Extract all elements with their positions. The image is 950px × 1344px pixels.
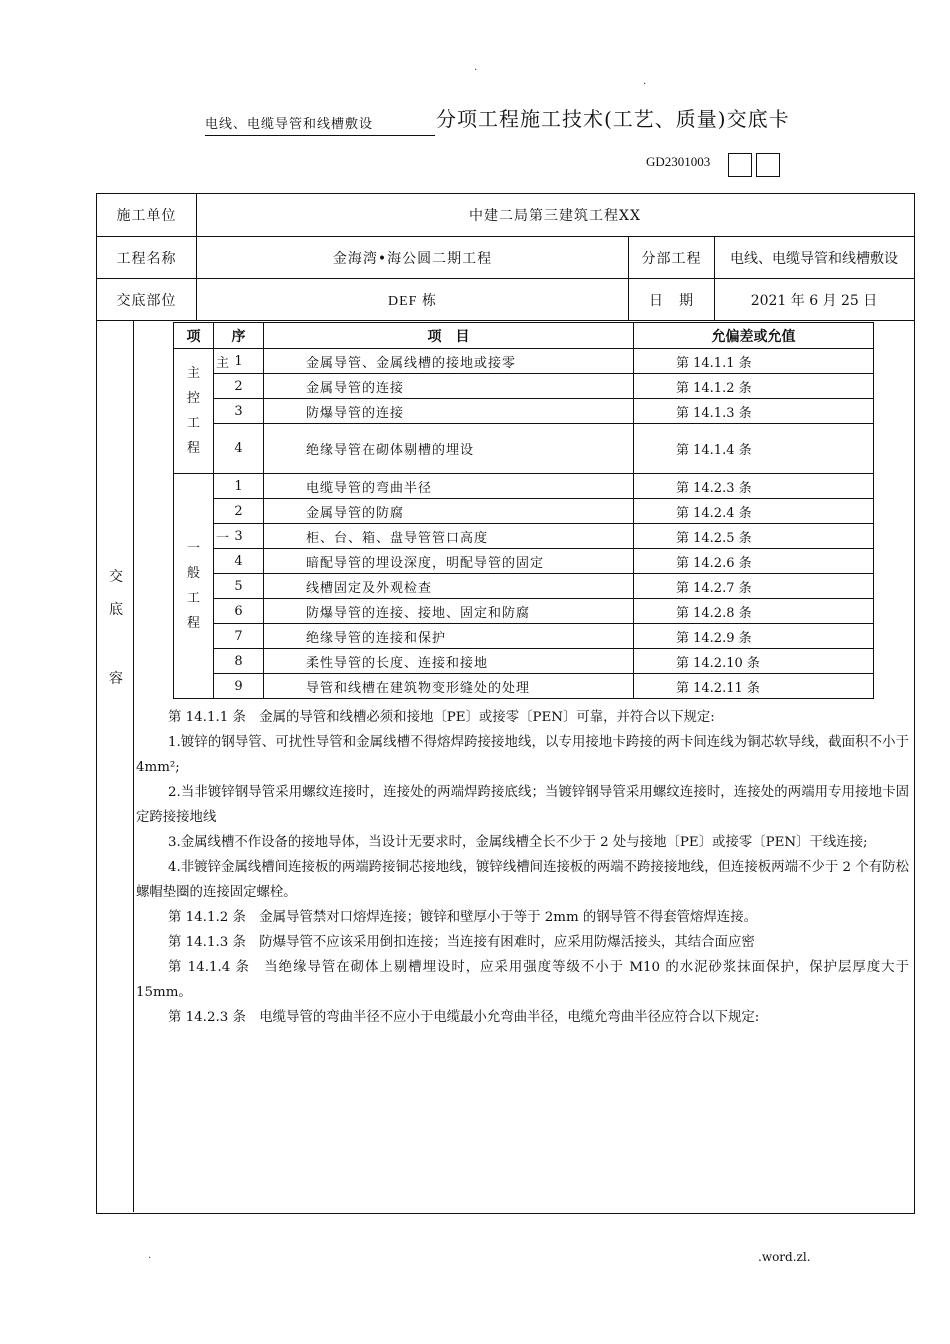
table-row <box>174 524 874 549</box>
row-no: 5 <box>214 574 264 599</box>
row-item: 暗配导管的埋设深度，明配导管的固定 <box>264 549 634 574</box>
row-no: 1 <box>214 474 264 499</box>
main-group-char: 控 <box>186 391 200 406</box>
main-group-char: 工 <box>186 416 200 431</box>
row-no: 4 <box>214 549 264 574</box>
row-item: 金属导管的连接 <box>264 374 634 399</box>
general-group-char: 程 <box>186 616 200 631</box>
row-item: 柜、台、箱、盘导管管口高度 <box>264 524 634 549</box>
footer-dot: . <box>148 1250 152 1261</box>
main-group-cell <box>174 349 214 474</box>
row-no: 9 <box>214 674 264 699</box>
row-item: 导管和线槽在建筑物变形缝处的处理 <box>264 674 634 699</box>
document-title: 分项工程施工技术(工艺、质量)交底卡 <box>436 107 790 131</box>
row-item: 柔性导管的长度、连接和接地 <box>264 649 634 674</box>
table-row <box>174 399 874 424</box>
main-group-char: 程 <box>186 441 200 456</box>
row-no <box>214 349 264 374</box>
project-value: 金海湾•海公圆二期工程 <box>332 250 493 267</box>
row-value: 第 14.2.11 条 <box>634 674 874 699</box>
row-value: 第 14.1.4 条 <box>634 424 874 474</box>
row-item: 线槽固定及外观检查 <box>264 574 634 599</box>
general-group-cell <box>174 474 214 699</box>
row-prefix: 主 <box>216 356 230 371</box>
items-table <box>173 322 874 699</box>
sub-project-label: 分部工程 <box>641 250 702 267</box>
top-dot-right: . <box>643 76 647 87</box>
main-group-char: 主 <box>186 366 200 381</box>
row-value: 第 14.1.3 条 <box>634 399 874 424</box>
paragraph: 第 14.1.1 条 金属的导管和线槽必须和接地〔PE〕或接零〔PEN〕可靠，并符合以下规定: <box>168 710 715 725</box>
part-label: 交底部位 <box>116 292 177 309</box>
table-row <box>174 474 874 499</box>
code-box-2 <box>756 153 780 177</box>
date-value: 2021 年 6 月 25 日 <box>750 292 878 309</box>
row-divider <box>96 320 914 321</box>
header-no: 序 <box>214 323 264 349</box>
row-no-text: 1 <box>234 353 243 369</box>
header-item: 项 目 <box>264 323 634 349</box>
row-value: 第 14.2.10 条 <box>634 649 874 674</box>
table-row <box>174 374 874 399</box>
side-label-3: 容 <box>109 671 123 687</box>
table-row <box>174 674 874 699</box>
disclosure-text <box>136 705 909 1030</box>
header-group: 项 <box>174 323 214 349</box>
date-label: 日 期 <box>649 292 694 309</box>
paragraph: 第 14.1.4 条 当绝缘导管在砌体上剔槽埋设时，应采用强度等级不小于 M10 的水泥砂浆抹面保护，保护层厚度大于 15mm。 <box>136 960 909 1000</box>
paragraph: 4.非镀锌金属线槽间连接板的两端跨接铜芯接地线，镀锌线槽间连接板的两端不跨接接地线，但连接板两端不少于 2 个有防松螺帽垫圈的连接固定螺栓。 <box>136 860 909 900</box>
table-row <box>174 574 874 599</box>
sub-project-value: 电线、电缆导管和线槽敷设 <box>730 250 898 267</box>
row-no: 6 <box>214 599 264 624</box>
paragraph: 2.当非镀锌钢导管采用螺纹连接时，连接处的两端焊跨接底线；当镀锌钢导管采用螺纹连接时，连接处的两端用专用接地卡固定跨接接地线 <box>136 785 909 825</box>
row-no-text: 3 <box>234 528 243 544</box>
unit-value: 中建二局第三建筑工程XX <box>469 208 641 224</box>
table-row <box>174 499 874 524</box>
row-value: 第 14.1.2 条 <box>634 374 874 399</box>
row-no: 8 <box>214 649 264 674</box>
paragraph: 3.金属线槽不作设备的接地导体，当设计无要求时，金属线槽全长不少于 2 处与接地〔PE〕或接零〔PEN〕干线连接; <box>168 835 868 850</box>
row-value: 第 14.1.1 条 <box>634 349 874 374</box>
side-column-divider <box>133 320 134 1212</box>
row-no: 2 <box>214 499 264 524</box>
paragraph: 第 14.1.2 条 金属导管禁对口熔焊连接；镀锌和壁厚小于等于 2mm 的钢导管不得套管熔焊连接。 <box>168 910 757 925</box>
row-no <box>214 524 264 549</box>
row-item: 金属导管的防腐 <box>264 499 634 524</box>
paragraph: 第 14.2.3 条 电缆导管的弯曲半径不应小于电缆最小允弯曲半径，电缆允弯曲半径应符合以下规定: <box>168 1010 760 1025</box>
row-value: 第 14.2.3 条 <box>634 474 874 499</box>
table-row <box>174 599 874 624</box>
part-value: DEF 栋 <box>388 293 437 309</box>
paragraph: 1.镀锌的钢导管、可扰性导管和金属线槽不得熔焊跨接接地线，以专用接地卡跨接的两卡间连线为铜芯软导线，截面积不小于 4mm²; <box>136 735 909 775</box>
row-prefix: 一 <box>216 531 230 546</box>
row-item: 电缆导管的弯曲半径 <box>264 474 634 499</box>
top-dot-left: . <box>474 62 478 73</box>
side-label-1: 交 <box>109 569 123 585</box>
document-code: GD2301003 <box>646 154 711 169</box>
row-no: 2 <box>214 374 264 399</box>
row-value: 第 14.2.4 条 <box>634 499 874 524</box>
table-row <box>174 624 874 649</box>
general-group-char: 一 <box>186 541 200 556</box>
row-item: 绝缘导管的连接和保护 <box>264 624 634 649</box>
general-group-char: 工 <box>186 591 200 606</box>
paragraph: 第 14.1.3 条 防爆导管不应该采用倒扣连接；当连接有困难时，应采用防爆活接头，其结合面应密 <box>168 935 755 950</box>
row-value: 第 14.2.7 条 <box>634 574 874 599</box>
project-label: 工程名称 <box>116 250 177 267</box>
table-row <box>174 424 874 474</box>
row-no: 4 <box>214 424 264 474</box>
row-value: 第 14.2.8 条 <box>634 599 874 624</box>
table-row <box>174 349 874 374</box>
row-item: 防爆导管的连接、接地、固定和防腐 <box>264 599 634 624</box>
document-subtitle: 电线、电缆导管和线槽敷设 <box>205 113 435 136</box>
row-value: 第 14.2.5 条 <box>634 524 874 549</box>
table-row <box>174 649 874 674</box>
row-no: 7 <box>214 624 264 649</box>
footer-watermark: .word.zl. <box>758 1250 811 1264</box>
table-row <box>174 549 874 574</box>
header-value: 允偏差或允值 <box>634 323 874 349</box>
row-item: 防爆导管的连接 <box>264 399 634 424</box>
row-item: 绝缘导管在砌体剔槽的埋设 <box>264 424 634 474</box>
table-header-row <box>174 323 874 349</box>
row-value: 第 14.2.9 条 <box>634 624 874 649</box>
general-group-char: 般 <box>186 566 200 581</box>
unit-label: 施工单位 <box>116 208 177 224</box>
side-label-2: 底 <box>109 602 123 618</box>
row-no: 3 <box>214 399 264 424</box>
row-value: 第 14.2.6 条 <box>634 549 874 574</box>
row-item: 金属导管、金属线槽的接地或接零 <box>264 349 634 374</box>
code-box-1 <box>728 153 752 177</box>
